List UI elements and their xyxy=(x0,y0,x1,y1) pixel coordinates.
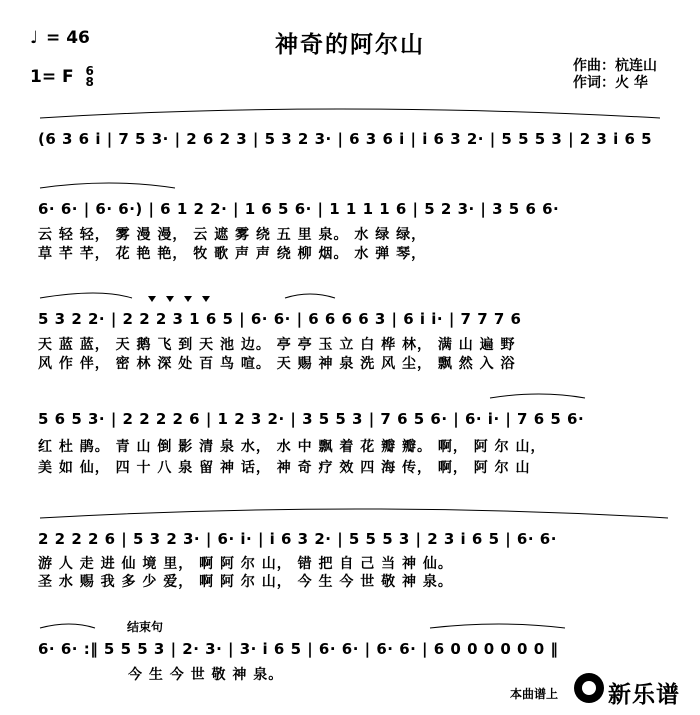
tempo-marking xyxy=(30,28,90,48)
record-logo-icon xyxy=(574,673,604,703)
notation-line-3: 5 3 2 2· | 2 2 2 3 1 6 5 | 6· 6· | 6 6 6 6 3 | 6 i i· | 7 7 7 6 xyxy=(38,310,522,328)
tempo-value: = 46 xyxy=(46,28,90,48)
time-signature xyxy=(86,66,94,88)
slur-line-6b xyxy=(430,624,565,628)
composer-credit: 作曲：杭连山 xyxy=(573,58,657,74)
lyric-line-6a: 今 生 今 世 敬 神 泉。 xyxy=(128,667,284,683)
lyric-line-3b: 风 作 伴， 密 林 深 处 百 鸟 喧。 天 赐 神 泉 洗 风 尘， 飘 然 入 浴 xyxy=(38,356,516,372)
slur-line-4 xyxy=(490,394,585,398)
meter-bottom: 8 xyxy=(85,75,94,89)
lyric-line-4b: 美 如 仙， 四 十 八 泉 留 神 话， 神 奇 疗 效 四 海 传， 啊， 阿 尔 山 xyxy=(38,460,531,476)
meter-top: 6 xyxy=(85,64,94,78)
lyric-line-5b: 圣 水 赐 我 多 少 爱， 啊 阿 尔 山， 今 生 今 世 敬 神 泉。 xyxy=(38,574,453,590)
slur-line-1 xyxy=(40,109,660,118)
quarter-note-icon: ♩ xyxy=(30,28,39,48)
lyric-line-2a: 云 轻 轻， 雾 漫 漫， 云 遮 雾 绕 五 里 泉。 水 绿 绿， xyxy=(38,227,427,243)
footer-caption: 本曲谱上 xyxy=(510,687,559,701)
key-value: 1= F xyxy=(30,67,74,87)
notation-line-5: 2 2 2 2 6 | 5 3 2 3· | 6· i· | i 6 3 2· | 5 5 5 3 | 2 3 i 6 5 | 6· 6· xyxy=(38,530,557,548)
lyric-line-2b: 草 芊 芊， 花 艳 艳， 牧 歌 声 声 绕 柳 烟。 水 弹 琴， xyxy=(38,246,427,262)
slur-line-5 xyxy=(40,509,668,518)
notation-line-1: (6 3 6 i | 7 5 3· | 2 6 2 3 | 5 3 2 3· | 6 3 6 i | i 6 3 2· | 5 5 5 3 | 2 3 i 6 5 xyxy=(38,130,653,148)
page-title: 神奇的阿尔山 xyxy=(275,32,425,58)
slur-line-2 xyxy=(40,183,175,188)
lyricist-credit: 作词：火 华 xyxy=(573,75,648,91)
notation-line-2: 6· 6· | 6· 6·) | 6 1 2 2· | 1 6 5 6· | 1 1 1 1 6 | 5 2 3· | 3 5 6 6· xyxy=(38,200,560,218)
lyric-line-4a: 红 杜 鹃。 青 山 倒 影 清 泉 水， 水 中 飘 着 花 瓣 瓣。 啊， 阿 尔 山， xyxy=(38,439,546,455)
notation-line-4: 5 6 5 3· | 2 2 2 2 6 | 1 2 3 2· | 3 5 5 3 | 7 6 5 6· | 6· i· | 7 6 5 6· xyxy=(38,410,585,428)
credits xyxy=(573,58,657,92)
accent-markers xyxy=(148,296,210,302)
ending-marker: 结束句 xyxy=(127,620,164,634)
brand-name: 新乐谱 xyxy=(608,682,680,708)
slur-line-3b xyxy=(285,294,335,298)
slur-line-3 xyxy=(40,293,132,298)
lyric-line-5a: 游 人 走 进 仙 境 里， 啊 阿 尔 山， 错 把 自 己 当 神 仙。 xyxy=(38,556,453,572)
lyric-line-3a: 天 蓝 蓝， 天 鹅 飞 到 天 池 边。 亭 亭 玉 立 白 桦 林， 满 山 遍 野 xyxy=(38,337,516,353)
notation-line-6: 6· 6· :‖ 5 5 5 3 | 2· 3· | 3· i 6 5 | 6· 6· | 6· 6· | 6 0 0 0 0 0 0 ‖ xyxy=(38,640,559,658)
key-signature xyxy=(30,66,94,88)
slur-line-6 xyxy=(40,624,95,628)
